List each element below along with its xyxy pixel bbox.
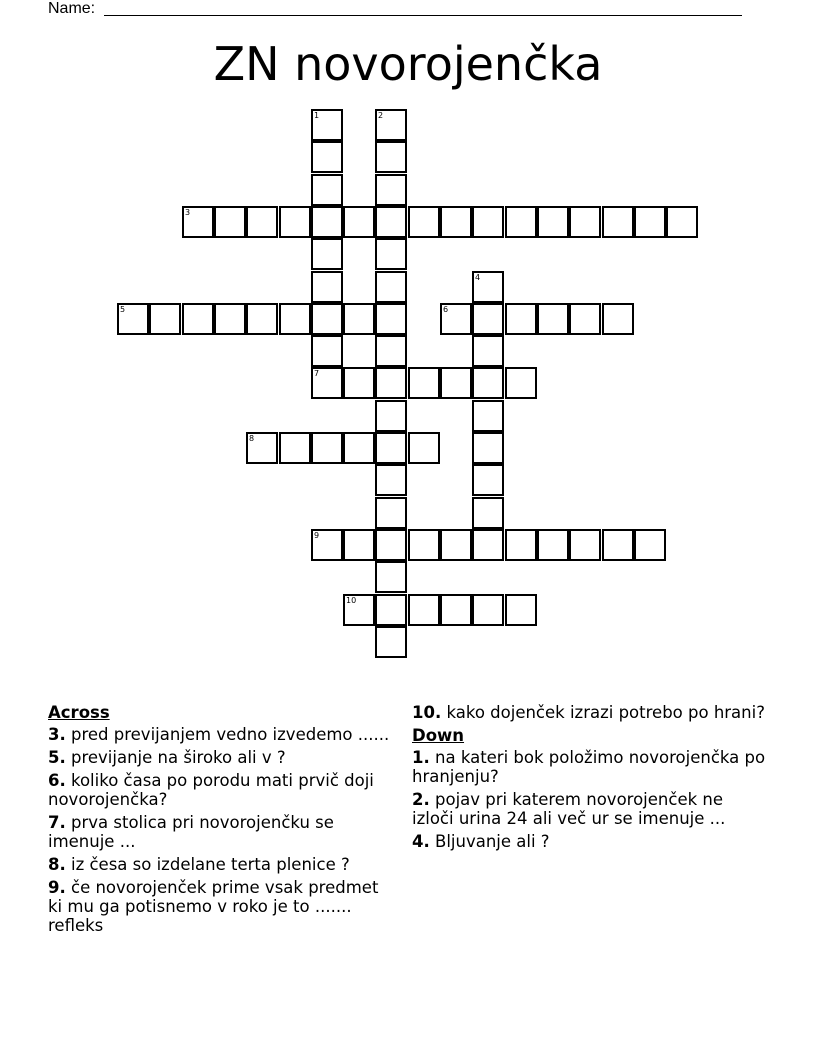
clue-across-3: 3. pred previjanjem vedno izvedemo ...... xyxy=(48,725,390,744)
grid-cell-r5-c6[interactable] xyxy=(311,271,343,303)
grid-cell-r3-c10[interactable] xyxy=(440,206,472,238)
grid-cell-r15-c10[interactable] xyxy=(440,594,472,626)
grid-cell-r3-c15[interactable] xyxy=(602,206,634,238)
name-label: Name: xyxy=(48,0,96,17)
grid-cell-r3-c7[interactable] xyxy=(343,206,375,238)
across-heading: Across xyxy=(48,703,110,722)
grid-cell-r3-c2[interactable] xyxy=(182,206,214,238)
grid-cell-r13-c11[interactable] xyxy=(472,529,504,561)
grid-cell-r13-c9[interactable] xyxy=(408,529,440,561)
grid-cell-r10-c5[interactable] xyxy=(279,432,311,464)
grid-cell-r8-c10[interactable] xyxy=(440,367,472,399)
grid-cell-r3-c12[interactable] xyxy=(505,206,537,238)
grid-cell-r5-c11[interactable] xyxy=(472,271,504,303)
clue-number-3: 3 xyxy=(185,208,191,217)
grid-cell-r9-c8[interactable] xyxy=(375,400,407,432)
grid-cell-r10-c11[interactable] xyxy=(472,432,504,464)
grid-cell-r6-c12[interactable] xyxy=(505,303,537,335)
grid-cell-r6-c0[interactable] xyxy=(117,303,149,335)
grid-cell-r2-c6[interactable] xyxy=(311,174,343,206)
grid-cell-r13-c12[interactable] xyxy=(505,529,537,561)
clues-left-column xyxy=(48,703,396,939)
clue-across-5: 5. previjanje na široko ali v ? xyxy=(48,748,286,767)
grid-cell-r4-c8[interactable] xyxy=(375,238,407,270)
grid-cell-r8-c7[interactable] xyxy=(343,367,375,399)
clue-down-2: 2. pojav pri katerem novorojenček ne izloči urina 24 ali več ur se imenuje ... xyxy=(412,790,726,828)
grid-cell-r13-c15[interactable] xyxy=(602,529,634,561)
grid-cell-r3-c17[interactable] xyxy=(666,206,698,238)
grid-cell-r6-c14[interactable] xyxy=(569,303,601,335)
grid-cell-r15-c8[interactable] xyxy=(375,594,407,626)
grid-cell-r5-c8[interactable] xyxy=(375,271,407,303)
clue-down-1: 1. na kateri bok položimo novorojenčka po hranjenju? xyxy=(412,748,766,786)
grid-cell-r8-c8[interactable] xyxy=(375,367,407,399)
grid-cell-r13-c6[interactable] xyxy=(311,529,343,561)
grid-cell-r13-c14[interactable] xyxy=(569,529,601,561)
grid-cell-r12-c11[interactable] xyxy=(472,497,504,529)
grid-cell-r6-c2[interactable] xyxy=(182,303,214,335)
grid-cell-r0-c8[interactable] xyxy=(375,109,407,141)
grid-cell-r13-c16[interactable] xyxy=(634,529,666,561)
page-title: ZN novorojenčka xyxy=(213,37,603,91)
grid-cell-r13-c7[interactable] xyxy=(343,529,375,561)
grid-cell-r16-c8[interactable] xyxy=(375,626,407,658)
grid-cell-r6-c4[interactable] xyxy=(246,303,278,335)
grid-cell-r0-c6[interactable] xyxy=(311,109,343,141)
grid-cell-r13-c13[interactable] xyxy=(537,529,569,561)
grid-cell-r3-c14[interactable] xyxy=(569,206,601,238)
grid-cell-r6-c11[interactable] xyxy=(472,303,504,335)
grid-cell-r6-c10[interactable] xyxy=(440,303,472,335)
grid-cell-r4-c6[interactable] xyxy=(311,238,343,270)
clue-number-8: 8 xyxy=(249,434,255,443)
down-heading: Down xyxy=(412,726,465,745)
clue-number-4: 4 xyxy=(475,273,481,282)
grid-cell-r15-c12[interactable] xyxy=(505,594,537,626)
grid-cell-r3-c6[interactable] xyxy=(311,206,343,238)
grid-cell-r10-c6[interactable] xyxy=(311,432,343,464)
clue-across-9: 9. če novorojenček prime vsak predmet ki mu ga potisnemo v roko je to ....... refleks xyxy=(48,878,379,935)
grid-cell-r3-c9[interactable] xyxy=(408,206,440,238)
grid-cell-r11-c8[interactable] xyxy=(375,464,407,496)
grid-cell-r7-c8[interactable] xyxy=(375,335,407,367)
grid-cell-r6-c8[interactable] xyxy=(375,303,407,335)
grid-cell-r7-c11[interactable] xyxy=(472,335,504,367)
grid-cell-r8-c12[interactable] xyxy=(505,367,537,399)
grid-cell-r11-c11[interactable] xyxy=(472,464,504,496)
grid-cell-r8-c9[interactable] xyxy=(408,367,440,399)
clue-number-9: 9 xyxy=(314,531,320,540)
grid-cell-r3-c16[interactable] xyxy=(634,206,666,238)
clue-number-1: 1 xyxy=(314,111,320,120)
clue-number-6: 6 xyxy=(443,305,449,314)
grid-cell-r3-c3[interactable] xyxy=(214,206,246,238)
grid-cell-r2-c8[interactable] xyxy=(375,174,407,206)
grid-cell-r6-c7[interactable] xyxy=(343,303,375,335)
grid-cell-r8-c11[interactable] xyxy=(472,367,504,399)
grid-cell-r6-c3[interactable] xyxy=(214,303,246,335)
clue-number-2: 2 xyxy=(378,111,384,120)
clue-number-7: 7 xyxy=(314,369,320,378)
grid-cell-r3-c8[interactable] xyxy=(375,206,407,238)
grid-cell-r10-c4[interactable] xyxy=(246,432,278,464)
grid-cell-r6-c1[interactable] xyxy=(149,303,181,335)
grid-cell-r6-c13[interactable] xyxy=(537,303,569,335)
grid-cell-r15-c11[interactable] xyxy=(472,594,504,626)
grid-cell-r10-c7[interactable] xyxy=(343,432,375,464)
grid-cell-r10-c9[interactable] xyxy=(408,432,440,464)
clue-across-8: 8. iz česa so izdelane terta plenice ? xyxy=(48,855,350,874)
grid-cell-r13-c10[interactable] xyxy=(440,529,472,561)
clue-down-4: 4. Bljuvanje ali ? xyxy=(412,832,550,851)
grid-cell-r14-c8[interactable] xyxy=(375,561,407,593)
grid-cell-r1-c6[interactable] xyxy=(311,141,343,173)
grid-cell-r10-c8[interactable] xyxy=(375,432,407,464)
grid-cell-r3-c5[interactable] xyxy=(279,206,311,238)
clue-number-5: 5 xyxy=(120,305,126,314)
grid-cell-r3-c4[interactable] xyxy=(246,206,278,238)
grid-cell-r1-c8[interactable] xyxy=(375,141,407,173)
grid-cell-r7-c6[interactable] xyxy=(311,335,343,367)
grid-cell-r12-c8[interactable] xyxy=(375,497,407,529)
grid-cell-r3-c13[interactable] xyxy=(537,206,569,238)
grid-cell-r9-c11[interactable] xyxy=(472,400,504,432)
clue-number-10: 10 xyxy=(346,596,357,605)
clue-across-10: 10. kako dojenček izrazi potrebo po hrani? xyxy=(412,703,765,722)
clues-right-column xyxy=(412,703,768,855)
grid-cell-r8-c6[interactable] xyxy=(311,367,343,399)
grid-cell-r13-c8[interactable] xyxy=(375,529,407,561)
grid-cell-r6-c6[interactable] xyxy=(311,303,343,335)
grid-cell-r3-c11[interactable] xyxy=(472,206,504,238)
clue-across-7: 7. prva stolica pri novorojenčku se imenuje ... xyxy=(48,813,334,851)
grid-cell-r15-c9[interactable] xyxy=(408,594,440,626)
grid-cell-r6-c15[interactable] xyxy=(602,303,634,335)
grid-cell-r6-c5[interactable] xyxy=(279,303,311,335)
grid-cell-r15-c7[interactable] xyxy=(343,594,375,626)
clue-across-6: 6. koliko časa po porodu mati prvič doji novorojenčka? xyxy=(48,771,374,809)
